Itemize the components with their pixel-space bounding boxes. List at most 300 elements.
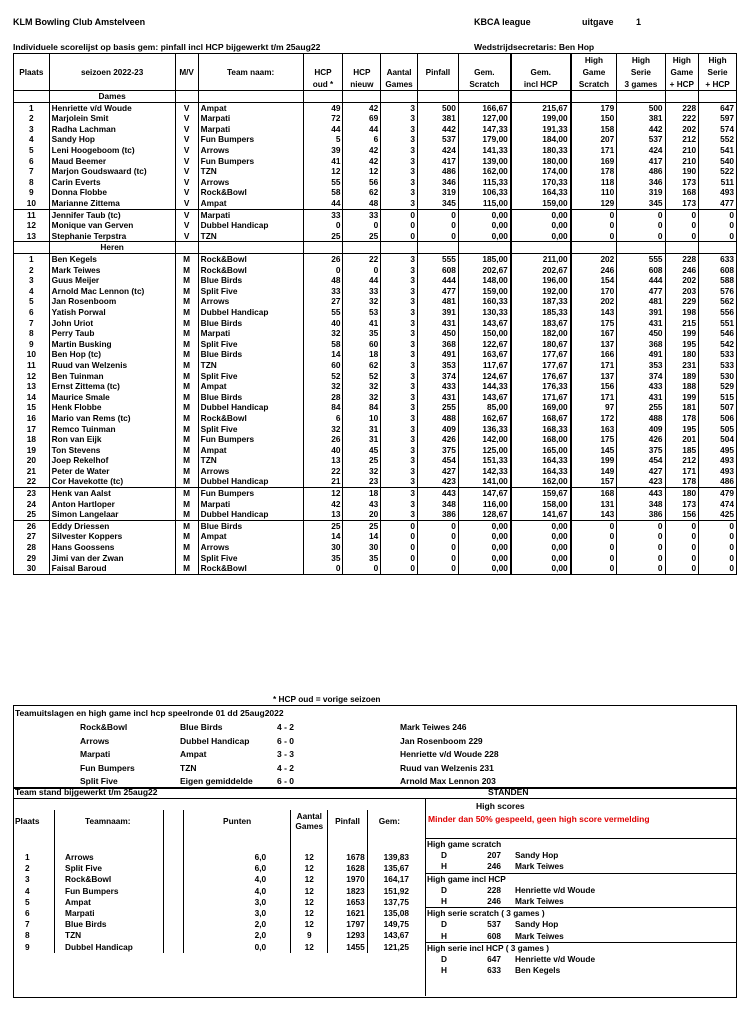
cell-high-game-hcp: 199 <box>665 328 699 339</box>
col-high-serie-hcp-1: High <box>699 54 737 67</box>
cell-team: Split Five <box>198 370 303 381</box>
cell-hcp-new: 43 <box>343 499 381 510</box>
cell-hcp-new: 22 <box>343 253 381 264</box>
cell-hcp-old: 0 <box>303 563 343 574</box>
cell-name: Maud Beemer <box>49 156 175 167</box>
cell-high-serie: 477 <box>617 286 665 297</box>
cell-gem-hcp: 164,33 <box>511 466 571 477</box>
cell-gem-hcp: 215,67 <box>511 102 571 113</box>
cell-high-serie-hcp: 530 <box>699 370 737 381</box>
cell-high-serie: 417 <box>617 156 665 167</box>
cell-plaats: 11 <box>14 360 50 371</box>
stand-games: 9 <box>291 930 328 941</box>
cell-plaats: 15 <box>14 402 50 413</box>
cell-hcp-new: 18 <box>343 349 381 360</box>
cell-hcp-new: 42 <box>343 102 381 113</box>
cell-mv: V <box>175 113 198 124</box>
stand-pinfall: 1970 <box>328 874 367 885</box>
cell-gem-scratch: 0,00 <box>458 542 510 553</box>
cell-games: 3 <box>381 487 418 498</box>
cell-high-game-hcp: 188 <box>665 381 699 392</box>
table-row <box>14 370 737 381</box>
stand-gem: 143,67 <box>367 930 411 941</box>
cell-mv: M <box>175 307 198 318</box>
col-high-game-scratch-3: Scratch <box>571 78 617 91</box>
cell-high-serie-hcp: 0 <box>699 231 737 242</box>
cell-pinfall: 486 <box>417 166 458 177</box>
cell-name: Leni Hoogeboom (tc) <box>49 145 175 156</box>
cell-high-game-hcp: 0 <box>665 209 699 220</box>
cell-mv: M <box>175 509 198 520</box>
cell-high-serie-hcp: 556 <box>699 307 737 318</box>
cell-high-game: 110 <box>571 187 617 198</box>
cell-hcp-old: 49 <box>303 102 343 113</box>
cell-gem-scratch: 0,00 <box>458 520 510 531</box>
cell-games: 0 <box>381 542 418 553</box>
cell-plaats: 7 <box>14 317 50 328</box>
table-row <box>14 124 737 135</box>
high-score-player: Ben Kegels <box>515 965 561 976</box>
cell-high-serie-hcp: 486 <box>699 476 737 487</box>
cell-hcp-new: 14 <box>343 531 381 542</box>
stand-team: Blue Birds <box>55 919 164 930</box>
table-row <box>14 531 737 542</box>
cell-gem-hcp: 168,00 <box>511 434 571 445</box>
cell-gem-scratch: 0,00 <box>458 220 510 231</box>
cell-gem-scratch: 0,00 <box>458 563 510 574</box>
cell-gem-scratch: 0,00 <box>458 553 510 564</box>
cell-games: 3 <box>381 499 418 510</box>
stand-plaats: 3 <box>25 874 30 885</box>
table-row <box>14 113 737 124</box>
cell-hcp-new: 32 <box>343 296 381 307</box>
cell-pinfall: 491 <box>417 349 458 360</box>
cell-gem-scratch: 143,67 <box>458 392 510 403</box>
cell-name: Simon Langelaar <box>49 509 175 520</box>
cell-plaats: 2 <box>14 113 50 124</box>
cell-hcp-new: 10 <box>343 413 381 424</box>
cell-gem-scratch: 128,67 <box>458 509 510 520</box>
cell-hcp-new: 30 <box>343 542 381 553</box>
cell-high-serie-hcp: 474 <box>699 499 737 510</box>
cell-pinfall: 537 <box>417 134 458 145</box>
team-results-title: Teamuitslagen en high game incl hcp speelronde 01 dd 25aug2022 <box>15 708 284 718</box>
cell-name: Ruud van Welzenis <box>49 360 175 371</box>
cell-team: Rock&Bowl <box>198 187 303 198</box>
cell-gem-hcp: 159,00 <box>511 198 571 209</box>
table-row <box>14 434 737 445</box>
cell-gem-scratch: 141,00 <box>458 476 510 487</box>
cell-gem-hcp: 0,00 <box>511 553 571 564</box>
cell-mv: M <box>175 423 198 434</box>
col-gem-hcp-2: incl HCP <box>511 78 571 91</box>
cell-gem-scratch: 117,67 <box>458 360 510 371</box>
secretary: Wedstrijdsecretaris: Ben Hop <box>474 42 595 52</box>
cell-gem-scratch: 136,33 <box>458 423 510 434</box>
cell-hcp-new: 42 <box>343 145 381 156</box>
cell-high-serie: 353 <box>617 360 665 371</box>
result-home-team: Marpati <box>80 749 111 759</box>
cell-games: 3 <box>381 286 418 297</box>
high-score-group <box>425 942 737 954</box>
high-score-group-title: High game scratch <box>425 839 737 851</box>
cell-games: 0 <box>381 563 418 574</box>
cell-high-game: 171 <box>571 145 617 156</box>
cell-high-game-hcp: 185 <box>665 445 699 456</box>
cell-high-game: 163 <box>571 423 617 434</box>
cell-games: 0 <box>381 231 418 242</box>
stand-punten: 3,0 <box>184 897 291 908</box>
result-score: 4 - 2 <box>277 762 295 773</box>
cell-games: 3 <box>381 339 418 350</box>
high-score-player: Mark Teiwes <box>515 896 564 907</box>
cell-team: Blue Birds <box>198 275 303 286</box>
cell-team: Dubbel Handicap <box>198 509 303 520</box>
cell-hcp-old: 0 <box>303 265 343 276</box>
team-stand-row <box>13 874 411 885</box>
cell-high-game: 150 <box>571 113 617 124</box>
cell-team: Arrows <box>198 177 303 188</box>
table-row <box>14 198 737 209</box>
cell-gem-hcp: 164,33 <box>511 187 571 198</box>
stand-team: Split Five <box>55 863 164 874</box>
cell-games: 3 <box>381 476 418 487</box>
high-score-player: Henriette v/d Woude <box>515 953 596 964</box>
cell-high-game: 0 <box>571 531 617 542</box>
table-row <box>14 392 737 403</box>
stand-games: 12 <box>291 919 328 930</box>
cell-hcp-old: 33 <box>303 286 343 297</box>
cell-mv: M <box>175 520 198 531</box>
cell-gem-hcp: 170,33 <box>511 177 571 188</box>
cell-name: Ron van Eijk <box>49 434 175 445</box>
cell-hcp-new: 44 <box>343 124 381 135</box>
team-stand-row <box>13 886 411 897</box>
cell-high-game: 157 <box>571 476 617 487</box>
cell-team: Fun Bumpers <box>198 434 303 445</box>
cell-gem-hcp: 164,33 <box>511 455 571 466</box>
cell-pinfall: 423 <box>417 476 458 487</box>
cell-pinfall: 0 <box>417 231 458 242</box>
cell-high-serie-hcp: 588 <box>699 275 737 286</box>
high-score-value: 246 <box>487 861 501 872</box>
team-stand-col-gem: Gem: <box>367 810 411 832</box>
cell-gem-hcp: 0,00 <box>511 520 571 531</box>
cell-gem-scratch: 148,00 <box>458 275 510 286</box>
cell-high-serie: 608 <box>617 265 665 276</box>
cell-high-game: 172 <box>571 413 617 424</box>
cell-hcp-new: 52 <box>343 370 381 381</box>
result-score: 3 - 3 <box>277 749 295 759</box>
cell-hcp-old: 55 <box>303 307 343 318</box>
high-score-row <box>425 885 737 896</box>
cell-plaats: 6 <box>14 307 50 318</box>
cell-name: Henriette v/d Woude <box>49 102 175 113</box>
cell-gem-scratch: 106,33 <box>458 187 510 198</box>
table-row <box>14 466 737 477</box>
cell-mv: M <box>175 487 198 498</box>
cell-pinfall: 431 <box>417 317 458 328</box>
cell-games: 3 <box>381 275 418 286</box>
cell-name: Silvester Koppers <box>49 531 175 542</box>
cell-team: TZN <box>198 455 303 466</box>
cell-hcp-new: 6 <box>343 134 381 145</box>
cell-pinfall: 0 <box>417 220 458 231</box>
cell-high-game: 0 <box>571 231 617 242</box>
cell-name: Ben Tuinman <box>49 370 175 381</box>
result-home-team: Rock&Bowl <box>80 722 128 732</box>
cell-high-serie: 433 <box>617 381 665 392</box>
high-scores-title: High scores <box>476 801 525 811</box>
stand-games: 12 <box>291 897 328 908</box>
cell-mv: V <box>175 220 198 231</box>
cell-hcp-old: 58 <box>303 339 343 350</box>
cell-high-game-hcp: 173 <box>665 177 699 188</box>
cell-high-serie-hcp: 533 <box>699 349 737 360</box>
high-score-player: Sandy Hop <box>515 850 559 861</box>
stand-pinfall: 1653 <box>328 897 367 908</box>
stand-pinfall: 1797 <box>328 919 367 930</box>
cell-team: Fun Bumpers <box>198 134 303 145</box>
cell-gem-scratch: 147,67 <box>458 487 510 498</box>
cell-pinfall: 391 <box>417 307 458 318</box>
cell-high-game: 199 <box>571 455 617 466</box>
high-score-gender: H <box>441 965 447 976</box>
cell-high-game-hcp: 168 <box>665 187 699 198</box>
stand-plaats: 5 <box>25 896 30 907</box>
cell-high-game-hcp: 0 <box>665 542 699 553</box>
result-home-team: Split Five <box>80 776 118 786</box>
cell-pinfall: 555 <box>417 253 458 264</box>
cell-high-game: 168 <box>571 487 617 498</box>
cell-high-game: 137 <box>571 370 617 381</box>
cell-mv: V <box>175 187 198 198</box>
high-score-gender: D <box>441 884 447 895</box>
result-high-game: Mark Teiwes 246 <box>400 722 467 732</box>
cell-plaats: 29 <box>14 553 50 564</box>
cell-name: Cor Havekotte (tc) <box>49 476 175 487</box>
cell-games: 0 <box>381 220 418 231</box>
cell-team: Dubbel Handicap <box>198 220 303 231</box>
col-high-serie-2: Serie <box>617 66 665 78</box>
cell-hcp-old: 58 <box>303 187 343 198</box>
cell-pinfall: 319 <box>417 187 458 198</box>
cell-hcp-old: 44 <box>303 124 343 135</box>
cell-team: Ampat <box>198 445 303 456</box>
stand-gem: 151,92 <box>367 886 411 897</box>
cell-pinfall: 433 <box>417 381 458 392</box>
cell-hcp-old: 35 <box>303 553 343 564</box>
cell-gem-hcp: 174,00 <box>511 166 571 177</box>
cell-plaats: 22 <box>14 476 50 487</box>
cell-high-game-hcp: 0 <box>665 231 699 242</box>
cell-hcp-old: 6 <box>303 413 343 424</box>
high-score-value: 207 <box>487 850 501 861</box>
cell-high-game-hcp: 229 <box>665 296 699 307</box>
team-stand-col-pinfall: Pinfall <box>328 810 367 832</box>
high-score-player: Mark Teiwes <box>515 930 564 941</box>
cell-hcp-new: 12 <box>343 166 381 177</box>
section-heren <box>14 242 737 254</box>
cell-games: 3 <box>381 265 418 276</box>
cell-high-game-hcp: 212 <box>665 134 699 145</box>
cell-gem-scratch: 163,67 <box>458 349 510 360</box>
cell-plaats: 30 <box>14 563 50 574</box>
cell-high-game-hcp: 171 <box>665 466 699 477</box>
table-row <box>14 339 737 350</box>
high-score-gender: D <box>441 850 447 861</box>
cell-plaats: 12 <box>14 220 50 231</box>
table-row <box>14 520 737 531</box>
high-score-value: 537 <box>487 919 501 930</box>
stand-games: 12 <box>291 874 328 885</box>
col-hcp-old-2: oud * <box>303 78 343 91</box>
cell-mv: M <box>175 381 198 392</box>
cell-pinfall: 454 <box>417 455 458 466</box>
standen-label: STANDEN <box>488 787 529 797</box>
cell-hcp-new: 62 <box>343 360 381 371</box>
high-score-group <box>425 908 737 920</box>
stand-games: 12 <box>291 863 328 874</box>
cell-mv: M <box>175 413 198 424</box>
cell-pinfall: 348 <box>417 499 458 510</box>
cell-name: Ernst Zittema (tc) <box>49 381 175 392</box>
cell-mv: V <box>175 231 198 242</box>
cell-high-serie: 0 <box>617 563 665 574</box>
cell-name: Hans Goossens <box>49 542 175 553</box>
cell-gem-scratch: 160,33 <box>458 296 510 307</box>
cell-high-serie-hcp: 540 <box>699 156 737 167</box>
cell-hcp-new: 25 <box>343 455 381 466</box>
cell-mv: M <box>175 445 198 456</box>
cell-high-game-hcp: 210 <box>665 145 699 156</box>
high-score-group <box>425 873 737 885</box>
table-row <box>14 265 737 276</box>
cell-high-serie: 486 <box>617 166 665 177</box>
cell-plaats: 14 <box>14 392 50 403</box>
cell-high-game: 175 <box>571 434 617 445</box>
cell-high-serie-hcp: 597 <box>699 113 737 124</box>
cell-pinfall: 424 <box>417 145 458 156</box>
cell-gem-scratch: 127,00 <box>458 113 510 124</box>
table-row <box>14 402 737 413</box>
cell-gem-scratch: 115,33 <box>458 177 510 188</box>
table-row <box>14 509 737 520</box>
cell-plaats: 24 <box>14 499 50 510</box>
cell-plaats: 10 <box>14 349 50 360</box>
cell-team: Blue Birds <box>198 392 303 403</box>
high-score-group-title: High serie scratch ( 3 games ) <box>425 908 737 920</box>
cell-team: Split Five <box>198 423 303 434</box>
cell-gem-hcp: 158,00 <box>511 499 571 510</box>
cell-games: 3 <box>381 102 418 113</box>
cell-high-game: 0 <box>571 563 617 574</box>
cell-high-game: 167 <box>571 328 617 339</box>
cell-name: Eddy Driessen <box>49 520 175 531</box>
cell-hcp-old: 32 <box>303 328 343 339</box>
cell-games: 0 <box>381 553 418 564</box>
stand-pinfall: 1678 <box>328 852 367 863</box>
cell-team: Ampat <box>198 381 303 392</box>
result-high-game: Arnold Max Lennon 203 <box>400 776 496 786</box>
cell-mv: V <box>175 177 198 188</box>
cell-mv: M <box>175 434 198 445</box>
team-stand-col-games-2: Games <box>295 821 324 831</box>
cell-high-game-hcp: 231 <box>665 360 699 371</box>
cell-hcp-old: 55 <box>303 177 343 188</box>
stand-plaats: 8 <box>25 930 30 941</box>
cell-hcp-old: 21 <box>303 476 343 487</box>
high-score-player: Henriette v/d Woude <box>515 884 596 895</box>
cell-high-serie: 319 <box>617 187 665 198</box>
cell-team: Dubbel Handicap <box>198 476 303 487</box>
cell-gem-hcp: 183,67 <box>511 317 571 328</box>
cell-team: Split Five <box>198 339 303 350</box>
cell-team: TZN <box>198 360 303 371</box>
cell-games: 3 <box>381 455 418 466</box>
cell-high-serie-hcp: 425 <box>699 509 737 520</box>
cell-high-serie-hcp: 541 <box>699 145 737 156</box>
col-high-game-hcp-3: + HCP <box>665 78 699 91</box>
cell-gem-scratch: 162,00 <box>458 166 510 177</box>
cell-high-serie: 0 <box>617 220 665 231</box>
cell-hcp-new: 31 <box>343 423 381 434</box>
result-home-team: Arrows <box>80 735 110 746</box>
cell-high-game-hcp: 180 <box>665 349 699 360</box>
table-row <box>14 145 737 156</box>
cell-gem-hcp: 169,00 <box>511 402 571 413</box>
cell-team: Marpati <box>198 209 303 220</box>
cell-high-game: 171 <box>571 392 617 403</box>
cell-name: Marianne Zittema <box>49 198 175 209</box>
cell-high-serie-hcp: 511 <box>699 177 737 188</box>
cell-high-game: 158 <box>571 124 617 135</box>
cell-name: Joep Rekelhof <box>49 455 175 466</box>
team-stand-row <box>13 908 411 919</box>
cell-hcp-new: 23 <box>343 476 381 487</box>
team-stand-title: Team stand bijgewerkt t/m 25aug22 <box>15 787 158 797</box>
cell-team: Rock&Bowl <box>198 413 303 424</box>
cell-games: 3 <box>381 296 418 307</box>
cell-mv: M <box>175 286 198 297</box>
stand-team: Rock&Bowl <box>55 874 164 885</box>
cell-high-serie-hcp: 515 <box>699 392 737 403</box>
cell-hcp-new: 32 <box>343 392 381 403</box>
cell-high-serie-hcp: 0 <box>699 531 737 542</box>
cell-pinfall: 368 <box>417 339 458 350</box>
cell-plaats: 26 <box>14 520 50 531</box>
cell-high-game-hcp: 228 <box>665 253 699 264</box>
table-row <box>14 499 737 510</box>
stand-punten: 3,0 <box>184 908 291 919</box>
cell-team: Ampat <box>198 102 303 113</box>
cell-high-serie: 0 <box>617 542 665 553</box>
cell-pinfall: 0 <box>417 542 458 553</box>
cell-high-game-hcp: 180 <box>665 487 699 498</box>
cell-high-serie: 381 <box>617 113 665 124</box>
cell-pinfall: 426 <box>417 434 458 445</box>
cell-pinfall: 0 <box>417 553 458 564</box>
cell-plaats: 20 <box>14 455 50 466</box>
cell-gem-hcp: 0,00 <box>511 209 571 220</box>
cell-hcp-old: 27 <box>303 296 343 307</box>
stand-plaats: 1 <box>25 852 30 863</box>
stand-plaats: 4 <box>25 885 30 896</box>
cell-high-game: 202 <box>571 253 617 264</box>
cell-name: Radha Lachman <box>49 124 175 135</box>
cell-mv: M <box>175 563 198 574</box>
stand-punten: 6,0 <box>184 852 291 863</box>
